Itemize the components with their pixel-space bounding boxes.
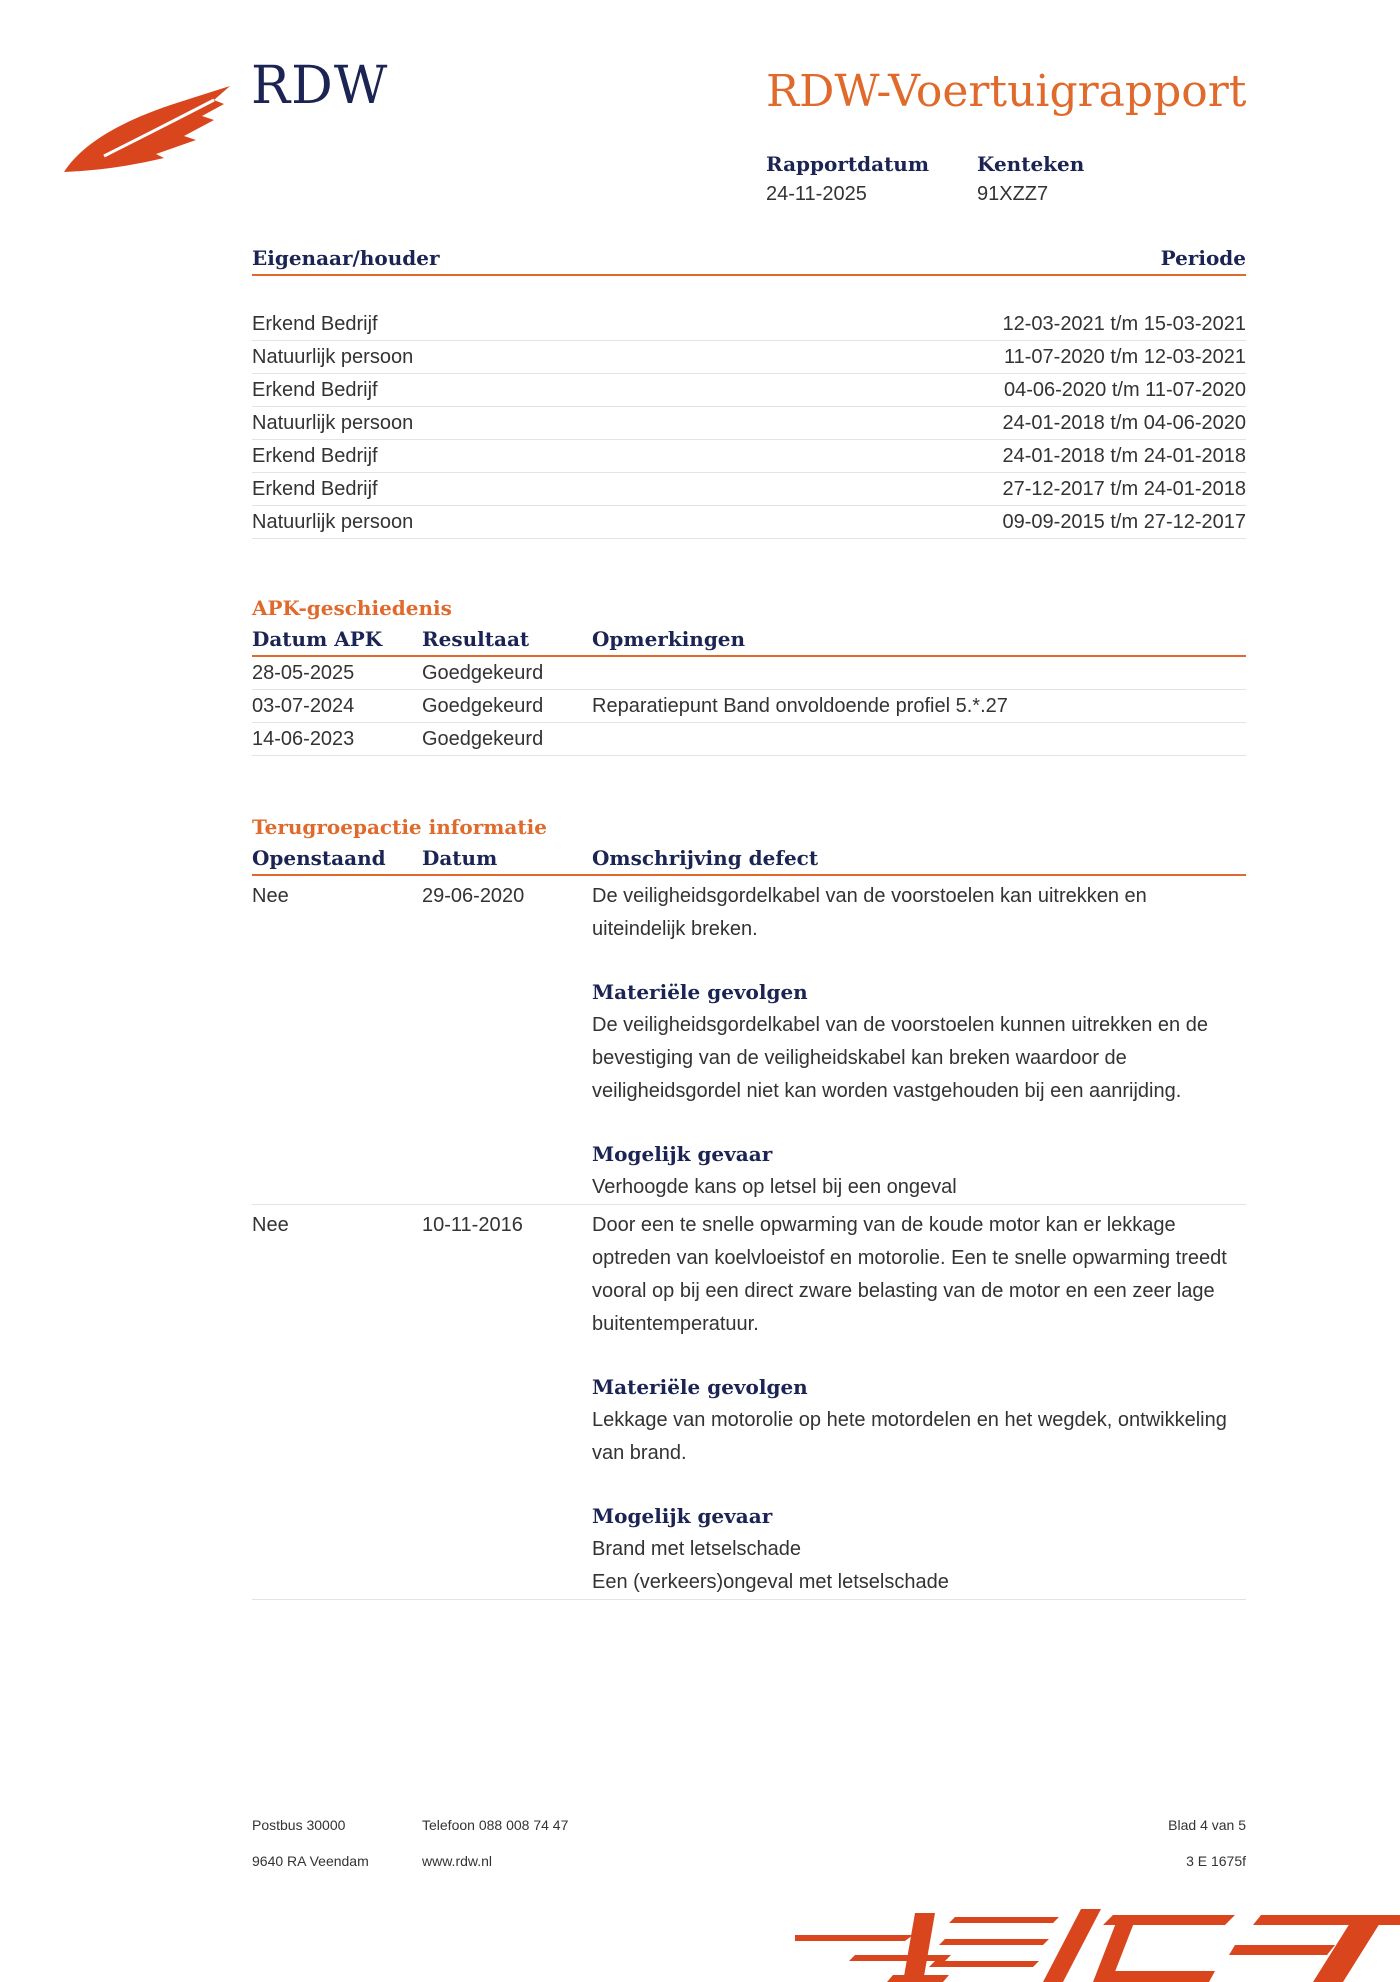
recall-open-cell: Nee — [252, 885, 289, 907]
table-row — [252, 407, 1246, 440]
report-date-label: Rapportdatum — [766, 152, 930, 176]
recall-header — [252, 846, 1246, 876]
apk-result-cell: Goedgekeurd — [422, 662, 544, 684]
period-cell: 04-06-2020 t/m 11-07-2020 — [1003, 379, 1246, 401]
recall-description — [592, 1205, 1232, 1599]
footer-page-number: Blad 4 van 5 — [1168, 1817, 1246, 1833]
recall-date-cell: 29-06-2020 — [422, 885, 525, 907]
apk-remarks-cell: Reparatiepunt Band onvoldoende profiel 5.*.27 — [592, 695, 1008, 717]
consequences-text: De veiligheidsgordelkabel van de voorstoelen kunnen uitrekken en de bevestiging van de veiligheidskabel kan breken waardoor de veiligheidsgordel niet kan worden vastgehouden bij een aanrijding. — [592, 1014, 1208, 1102]
report-date-value: 24-11-2025 — [766, 183, 867, 205]
apk-rows — [252, 657, 1246, 756]
danger-text: Verhoogde kans op letsel bij een ongeval — [592, 1176, 957, 1198]
footer-city: 9640 RA Veendam — [252, 1853, 369, 1869]
recall-rows — [252, 876, 1246, 1600]
owners-rows — [252, 308, 1246, 539]
owners-col-period: Periode — [1160, 246, 1246, 270]
consequences-text: Lekkage van motorolie op hete motordelen en het wegdek, ontwikkeling van brand. — [592, 1409, 1227, 1464]
apk-col-date: Datum APK — [252, 627, 383, 651]
owner-cell: Erkend Bedrijf — [252, 445, 378, 467]
apk-date-cell: 03-07-2024 — [252, 695, 355, 717]
rdw-stripes-icon — [795, 1905, 1400, 1982]
period-cell: 27-12-2017 t/m 24-01-2018 — [1002, 478, 1246, 500]
table-row — [252, 308, 1246, 341]
plate-value: 91XZZ7 — [977, 183, 1049, 205]
plate-label: Kenteken — [977, 152, 1085, 176]
danger-heading: Mogelijk gevaar — [592, 1142, 773, 1166]
owner-cell: Natuurlijk persoon — [252, 511, 414, 533]
page-title: RDW-Voertuigrapport — [766, 66, 1247, 117]
danger-heading: Mogelijk gevaar — [592, 1504, 773, 1528]
owner-cell: Erkend Bedrijf — [252, 313, 378, 335]
owner-cell: Natuurlijk persoon — [252, 346, 414, 368]
table-row — [252, 657, 1246, 690]
table-row — [252, 440, 1246, 473]
table-row — [252, 1205, 1246, 1600]
apk-col-result: Resultaat — [422, 627, 530, 651]
owners-col-owner: Eigenaar/houder — [252, 246, 440, 270]
table-row — [252, 341, 1246, 374]
table-row — [252, 506, 1246, 539]
apk-title: APK-geschiedenis — [252, 596, 452, 620]
danger-text: Brand met letselschade — [592, 1538, 802, 1560]
period-cell: 09-09-2015 t/m 27-12-2017 — [1002, 511, 1246, 533]
apk-date-cell: 14-06-2023 — [252, 728, 355, 750]
footer-postbus: Postbus 30000 — [252, 1817, 346, 1833]
apk-section — [252, 596, 1246, 756]
table-row — [252, 723, 1246, 756]
apk-result-cell: Goedgekeurd — [422, 728, 544, 750]
period-cell: 12-03-2021 t/m 15-03-2021 — [1002, 313, 1246, 335]
apk-result-cell: Goedgekeurd — [422, 695, 544, 717]
recall-date-cell: 10-11-2016 — [422, 1214, 523, 1236]
recall-open-cell: Nee — [252, 1214, 289, 1236]
table-row — [252, 374, 1246, 407]
consequences-heading: Materiële gevolgen — [592, 1375, 808, 1399]
recall-col-desc: Omschrijving defect — [592, 846, 819, 870]
recall-description-text: De veiligheidsgordelkabel van de voorstoelen kan uitrekken en uiteindelijk breken. — [592, 885, 1147, 940]
recall-col-open: Openstaand — [252, 846, 386, 870]
period-cell: 11-07-2020 t/m 12-03-2021 — [1003, 346, 1246, 368]
table-row — [252, 876, 1246, 1205]
recall-section — [252, 815, 1246, 1600]
table-row — [252, 690, 1246, 723]
owners-header — [252, 246, 1246, 276]
owner-cell: Natuurlijk persoon — [252, 412, 414, 434]
recall-description-text: Door een te snelle opwarming van de koude motor kan er lekkage optreden van koelvloeistof en motorolie. Een te snelle opwarming treedt vooral op bij een direct zware belasting van de motor en een zeer lage buitentemperatuur. — [592, 1214, 1227, 1335]
consequences-heading: Materiële gevolgen — [592, 980, 808, 1004]
apk-date-cell: 28-05-2025 — [252, 662, 355, 684]
recall-col-date: Datum — [422, 846, 498, 870]
recall-description — [592, 876, 1232, 1204]
rdw-feather-logo-icon — [64, 86, 230, 176]
danger-text: Een (verkeers)ongeval met letselschade — [592, 1571, 949, 1593]
footer-phone: Telefoon 088 008 74 47 — [422, 1817, 569, 1833]
footer-website-link[interactable]: www.rdw.nl — [422, 1853, 493, 1869]
period-cell: 24-01-2018 t/m 04-06-2020 — [1002, 412, 1246, 434]
recall-title: Terugroepactie informatie — [252, 815, 547, 839]
apk-header — [252, 627, 1246, 657]
period-cell: 24-01-2018 t/m 24-01-2018 — [1002, 445, 1246, 467]
table-row — [252, 473, 1246, 506]
apk-col-remarks: Opmerkingen — [592, 627, 746, 651]
owners-section — [252, 246, 1246, 539]
owner-cell: Erkend Bedrijf — [252, 478, 378, 500]
footer-code: 3 E 1675f — [1186, 1853, 1246, 1869]
owner-cell: Erkend Bedrijf — [252, 379, 378, 401]
brand-name: RDW — [251, 56, 389, 116]
